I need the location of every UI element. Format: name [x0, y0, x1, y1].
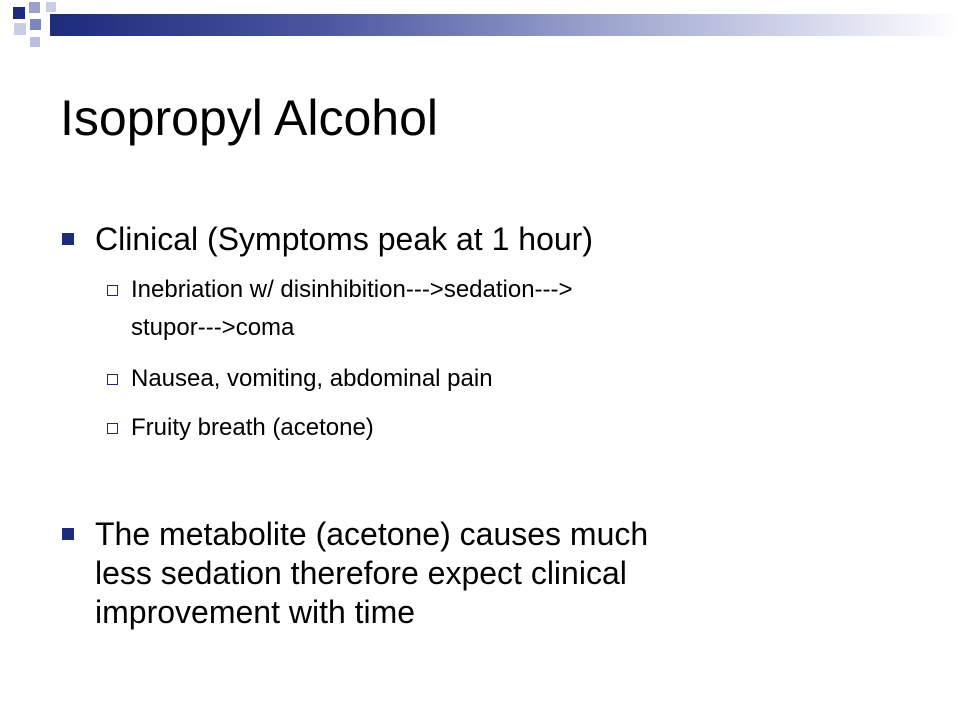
- header-square-light: [14, 23, 26, 35]
- sub-bullet-text-line: Nausea, vomiting, abdominal pain: [131, 365, 493, 392]
- sub-bullet-hollow-square-icon: [107, 285, 118, 296]
- sub-bullet-text-line: Fruity breath (acetone): [131, 414, 374, 441]
- header-square-medium: [30, 19, 41, 30]
- bullet-text: Clinical (Symptoms peak at 1 hour): [95, 221, 593, 257]
- header-square-light: [46, 2, 56, 12]
- bullet-text-line: less sedation therefore expect clinical: [95, 555, 627, 591]
- sub-bullet-hollow-square-icon: [107, 423, 118, 434]
- sub-bullet-text-line: Inebriation w/ disinhibition--->sedation--->: [131, 276, 573, 303]
- slide-title: Isopropyl Alcohol: [60, 90, 439, 146]
- sub-bullet-text-line: stupor--->coma: [131, 314, 295, 341]
- header-square-light: [29, 2, 40, 13]
- bullet-text-line: The metabolite (acetone) causes much: [95, 516, 649, 552]
- sub-bullet-hollow-square-icon: [107, 374, 118, 385]
- bullet-square-icon: [62, 233, 74, 245]
- header-square-dark: [13, 7, 25, 19]
- header-square-light: [30, 37, 40, 47]
- bullet-text-line: improvement with time: [95, 594, 416, 630]
- bullet-square-icon: [62, 528, 74, 540]
- header-gradient-bar: [50, 14, 960, 36]
